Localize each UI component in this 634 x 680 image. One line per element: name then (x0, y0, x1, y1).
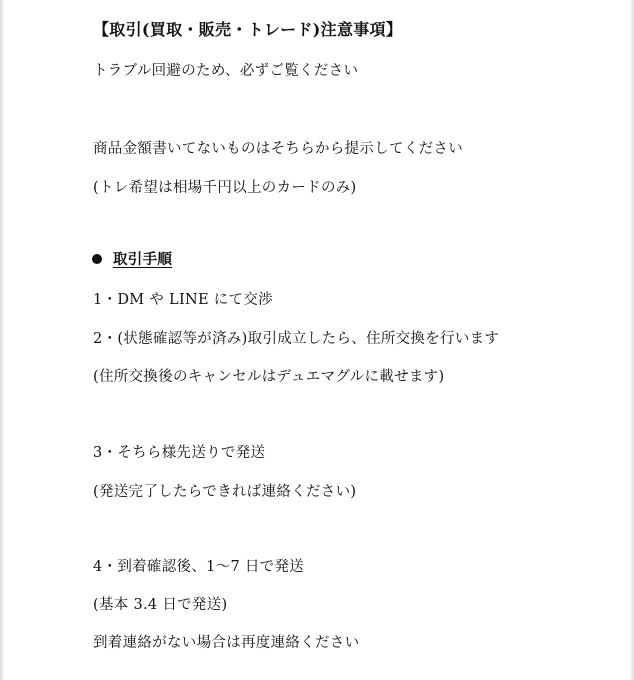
procedure-heading: 取引手順 (113, 251, 173, 268)
page-edge-shadow-right (630, 0, 634, 680)
bullet-icon (92, 254, 102, 264)
arrival-contact-note: 到着連絡がない場合は再度連絡ください (93, 635, 360, 651)
page-edge-shadow-left (0, 0, 4, 680)
trade-note: (トレ希望は相場千円以上のカードのみ) (93, 180, 357, 196)
step-2-note: (住所交換後のキャンセルはデュエマグルに載せます) (93, 369, 445, 385)
intro-text: トラブル回避のため、必ずご覧ください (93, 63, 359, 79)
step-3-note: (発送完了したらできれば連絡ください) (93, 484, 357, 500)
step-4-note: (基本 3.4 日で発送) (93, 597, 228, 613)
step-1: 1・DM や LINE にて交渉 (93, 292, 273, 308)
step-4: 4・到着確認後、1〜7 日で発送 (93, 559, 305, 575)
step-3: 3・そちら様先送りで発送 (93, 445, 266, 461)
step-2: 2・(状態確認等が済み)取引成立したら、住所交換を行います (93, 331, 500, 347)
document-title: 【取引(買取・販売・トレード)注意事項】 (93, 20, 403, 39)
price-note: 商品金額書いてないものはそちらから提示してください (93, 141, 463, 157)
